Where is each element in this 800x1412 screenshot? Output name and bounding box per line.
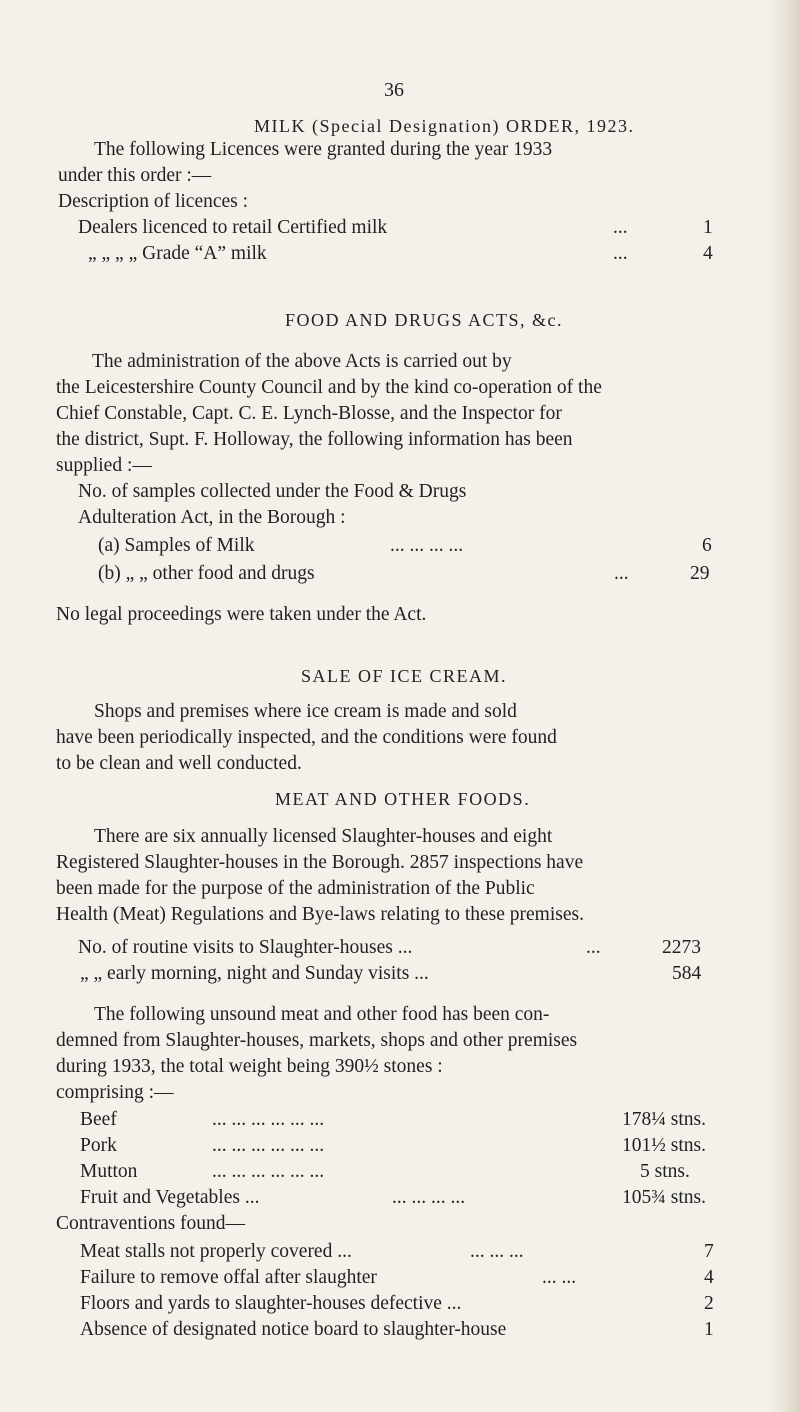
meat-para-line: been made for the purpose of the administration of the Public xyxy=(56,878,535,899)
meat-heading: MEAT AND OTHER FOODS. xyxy=(275,789,531,809)
condemned-item-value: 105¾ stns. xyxy=(622,1187,706,1208)
licence-row-label: Dealers licenced to retail Certified milk xyxy=(78,217,388,238)
sample-row-dots: ... ... ... ... xyxy=(390,535,464,556)
ice-cream-heading: SALE OF ICE CREAM. xyxy=(301,666,508,686)
condemned-item-dots: ... ... ... ... xyxy=(392,1187,466,1208)
contravention-dots: ... ... xyxy=(542,1267,577,1288)
contravention-label: Floors and yards to slaughter-houses defective ... xyxy=(80,1293,462,1314)
ice-cream-para-line: Shops and premises where ice cream is made and sold xyxy=(94,701,517,722)
samples-line1: No. of samples collected under the Food & Drugs xyxy=(78,481,467,502)
sample-row-dots: ... xyxy=(614,563,629,584)
condemned-item-value: 178¼ stns. xyxy=(622,1109,706,1130)
ice-cream-para-line: to be clean and well conducted. xyxy=(56,753,302,774)
contravention-value: 1 xyxy=(704,1319,714,1340)
condemned-item-value: 101½ stns. xyxy=(622,1135,706,1156)
samples-line2: Adulteration Act, in the Borough : xyxy=(78,507,346,528)
licence-row-value: 4 xyxy=(703,243,713,264)
food-drugs-para-line: The administration of the above Acts is carried out by xyxy=(92,351,512,372)
licence-row-value: 1 xyxy=(703,217,713,238)
contravention-label: Failure to remove offal after slaughter xyxy=(80,1267,377,1288)
no-legal-proceedings: No legal proceedings were taken under the Act. xyxy=(56,604,427,625)
condemned-line: The following unsound meat and other food has been con- xyxy=(94,1004,550,1025)
licences-description: Description of licences : xyxy=(58,191,249,212)
condemned-line: during 1933, the total weight being 390½ stones : xyxy=(56,1056,443,1077)
visits-row-value: 584 xyxy=(672,963,702,984)
visits-row-dots: ... xyxy=(586,937,601,958)
sample-row-value: 29 xyxy=(690,563,710,584)
visits-row-label: No. of routine visits to Slaughter-houses ... xyxy=(78,937,413,958)
milk-order-heading: MILK (Special Designation) ORDER, 1923. xyxy=(254,116,635,136)
licence-row-dots: ... xyxy=(613,243,628,264)
page-number: 36 xyxy=(384,79,404,101)
condemned-line: comprising :— xyxy=(56,1082,174,1103)
page-edge-shadow xyxy=(770,0,800,1412)
condemned-item-label: Beef xyxy=(80,1109,117,1130)
food-drugs-para-line: the Leicestershire County Council and by the kind co-operation of the xyxy=(56,377,602,398)
sample-row-label: (b) „ „ other food and drugs xyxy=(98,563,315,584)
contravention-dots: ... ... ... xyxy=(470,1241,524,1262)
condemned-item-label: Pork xyxy=(80,1135,117,1156)
condemned-item-dots: ... ... ... ... ... ... xyxy=(212,1109,325,1130)
sample-row-label: (a) Samples of Milk xyxy=(98,535,255,556)
condemned-item-dots: ... ... ... ... ... ... xyxy=(212,1161,325,1182)
meat-para-line: Health (Meat) Regulations and Bye-laws relating to these premises. xyxy=(56,904,584,925)
condemned-line: demned from Slaughter-houses, markets, shops and other premises xyxy=(56,1030,578,1051)
condemned-item-label: Mutton xyxy=(80,1161,138,1182)
sample-row-value: 6 xyxy=(702,535,712,556)
milk-intro-line2: under this order :— xyxy=(58,165,212,186)
food-drugs-heading: FOOD AND DRUGS ACTS, &c. xyxy=(285,310,564,330)
ice-cream-para-line: have been periodically inspected, and the conditions were found xyxy=(56,727,557,748)
meat-para-line: There are six annually licensed Slaughter-houses and eight xyxy=(94,826,553,847)
contraventions-label: Contraventions found— xyxy=(56,1213,246,1234)
condemned-item-label: Fruit and Vegetables ... xyxy=(80,1187,260,1208)
condemned-item-dots: ... ... ... ... ... ... xyxy=(212,1135,325,1156)
licence-row-dots: ... xyxy=(613,217,628,238)
contravention-label: Meat stalls not properly covered ... xyxy=(80,1241,352,1262)
licence-row-label: „ „ „ „ Grade “A” milk xyxy=(88,243,267,264)
food-drugs-para-line: the district, Supt. F. Holloway, the following information has been xyxy=(56,429,573,450)
contravention-value: 7 xyxy=(704,1241,714,1262)
visits-row-label: „ „ early morning, night and Sunday visits ... xyxy=(80,963,429,984)
milk-intro-line1: The following Licences were granted during the year 1933 xyxy=(94,139,553,160)
contravention-value: 4 xyxy=(704,1267,714,1288)
condemned-item-value: 5 stns. xyxy=(640,1161,690,1182)
food-drugs-para-line: Chief Constable, Capt. C. E. Lynch-Blosse, and the Inspector for xyxy=(56,403,562,424)
contravention-value: 2 xyxy=(704,1293,714,1314)
visits-row-value: 2273 xyxy=(662,937,701,958)
meat-para-line: Registered Slaughter-houses in the Borough. 2857 inspections have xyxy=(56,852,584,873)
contravention-label: Absence of designated notice board to slaughter-house xyxy=(80,1319,507,1340)
food-drugs-para-line: supplied :— xyxy=(56,455,152,476)
